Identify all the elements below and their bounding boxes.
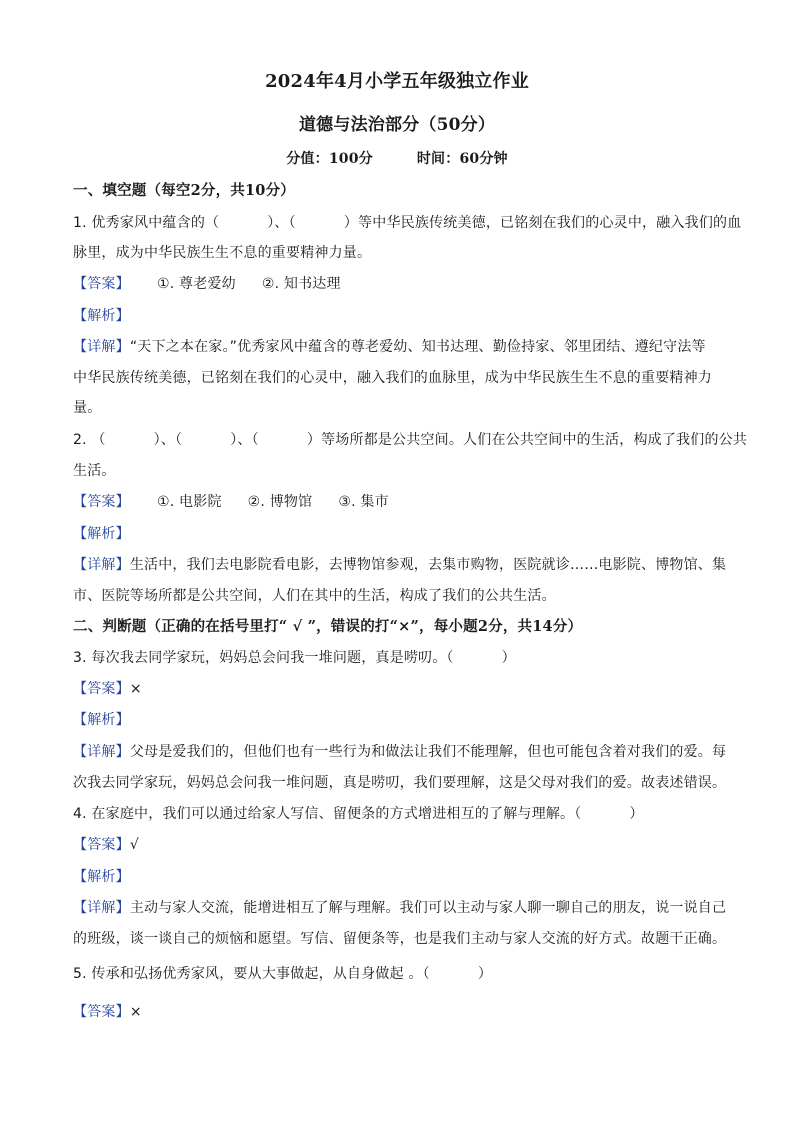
- page-title: 2024年4月小学五年级独立作业: [265, 71, 529, 92]
- detail-line: 次我去同学家玩，妈妈总会问我一堆问题，真是唠叨，我们要理解，这是父母对我们的爱。故表述错误。: [73, 775, 727, 791]
- detail-paragraph: 【详解】生活中，我们去电影院看电影，去博物馆参观，去集市购物，医院就诊……电影院、博物馆、集: [73, 557, 727, 573]
- question-2-line2: 生活。: [73, 463, 116, 479]
- question-1-line2: 脉里，成为中华民族生生不息的重要精神力量。: [73, 245, 372, 261]
- question-2: 2. （ ）、（ ）、（ ）等场所都是公共空间。人们在公共空间中的生活，构成了我们的公共: [73, 432, 748, 448]
- answer-item: ②. 博物馆: [247, 494, 313, 510]
- answer-item: ①. 电影院: [157, 494, 222, 510]
- question-number: 2.: [73, 432, 87, 448]
- detail-tag: 【详解】: [73, 339, 130, 355]
- score-info: 分值：100分: [286, 151, 373, 167]
- detail-line: 市、医院等场所都是公共空间，人们在其中的生活，构成了我们的公共生活。: [73, 588, 556, 604]
- analysis-tag: 【解析】: [73, 869, 130, 885]
- question-number: 3.: [73, 650, 87, 666]
- answer-value: ×: [129, 681, 142, 697]
- answer-row: [73, 492, 723, 512]
- answer-row: [73, 274, 723, 294]
- question-number: 5.: [73, 966, 87, 982]
- answer-value: ×: [129, 1004, 142, 1020]
- answer-row: [73, 1002, 723, 1022]
- answer-value: √: [129, 837, 139, 853]
- answer-tag: 【答案】: [73, 837, 130, 853]
- detail-line: 中华民族传统美德，已铭刻在我们的心灵中，融入我们的血脉里，成为中华民族生生不息的重要精神力: [73, 370, 712, 386]
- question-5: 5. 传承和弘扬优秀家风，要从大事做起，从自身做起 。（ ）: [73, 966, 493, 982]
- detail-paragraph: 【详解】“天下之本在家。”优秀家风中蕴含的尊老爱幼、知书达理、勤俭持家、邻里团结、遵纪守法等: [73, 339, 706, 355]
- analysis-tag: 【解析】: [73, 308, 130, 324]
- answer-tag: 【答案】: [73, 1004, 130, 1020]
- analysis-tag: 【解析】: [73, 526, 130, 542]
- exam-meta: [0, 149, 794, 169]
- question-1: 1. 优秀家风中蕴含的（ ）、（ ）等中华民族传统美德，已铭刻在我们的心灵中，融入我们的血: [73, 215, 742, 231]
- detail-line: 的班级，谈一谈自己的烦恼和愿望。写信、留便条等，也是我们主动与家人交流的好方式。故题干正确。: [73, 931, 727, 947]
- analysis-tag: 【解析】: [73, 712, 130, 728]
- page-subtitle: 道德与法治部分（50分）: [298, 115, 496, 135]
- detail-tag: 【详解】: [73, 900, 130, 916]
- section-heading-judge: 二、判断题（正确的在括号里打“ √ ”，错误的打“×”，每小题2分，共14分）: [73, 618, 583, 635]
- answer-tag: 【答案】: [73, 494, 130, 510]
- answer-item: ①. 尊老爱幼: [157, 276, 236, 292]
- detail-paragraph: 【详解】主动与家人交流，能增进相互了解与理解。我们可以主动与家人聊一聊自己的朋友，说一说自己: [73, 900, 727, 916]
- question-number: 1.: [73, 215, 87, 231]
- answer-row: [73, 835, 723, 855]
- answer-tag: 【答案】: [73, 276, 130, 292]
- answer-tag: 【答案】: [73, 681, 130, 697]
- question-number: 4.: [73, 806, 87, 822]
- question-3: 3. 每次我去同学家玩，妈妈总会问我一堆问题，真是唠叨。（ ）: [73, 650, 516, 666]
- question-4: 4. 在家庭中，我们可以通过给家人写信、留便条的方式增进相互的了解与理解。（ ）: [73, 806, 644, 822]
- answer-item: ③. 集市: [338, 494, 389, 510]
- detail-line: 量。: [73, 400, 102, 416]
- detail-paragraph: 【详解】父母是爱我们的，但他们也有一些行为和做法让我们不能理解，但也可能包含着对我们的爱。每: [73, 744, 727, 760]
- detail-tag: 【详解】: [73, 557, 130, 573]
- answer-row: [73, 679, 723, 699]
- time-info: 时间：60分钟: [416, 151, 508, 167]
- answer-item: ②. 知书达理: [261, 276, 341, 292]
- detail-tag: 【详解】: [73, 744, 130, 760]
- section-heading-fill: 一、填空题（每空2分，共10分）: [73, 182, 295, 199]
